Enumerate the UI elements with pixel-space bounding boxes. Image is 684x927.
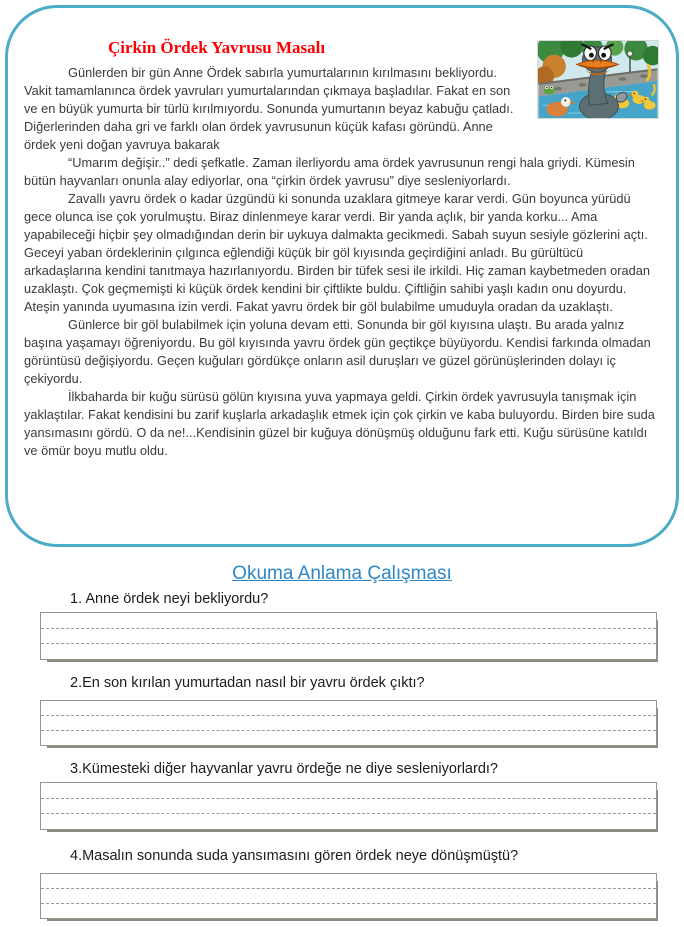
answer-box-3[interactable] (40, 782, 657, 830)
answer-box-4[interactable] (40, 873, 657, 919)
answer-line[interactable] (41, 904, 656, 918)
answer-line[interactable] (41, 613, 656, 629)
answer-line[interactable] (41, 814, 656, 829)
answer-line[interactable] (41, 716, 656, 731)
story-box (5, 5, 679, 547)
duck-pond-illustration (537, 40, 659, 119)
story-paragraph-1: Günlerden bir gün Anne Ördek sabırla yumurtalarının kırılmasını bekliyordu. Vakit tamamlanınca ördek yavruları yumurtalarından çıkmaya başladılar. Fakat en son ve en büyük yumurta bir türlü kırılmıyordu. Sonunda yumurtanın beyaz kabuğu çatladı. Diğerlerinden daha gri ve farklı olan ördek yavrusunun küçük kafası göründü. Anne ördek yeni doğan yavruya bakarak (24, 65, 514, 152)
question-1-label: 1. Anne ördek neyi bekliyordu? (70, 591, 269, 607)
answer-line[interactable] (41, 731, 656, 745)
story-paragraph-4: Günlerce bir göl bulabilmek için yoluna devam etti. Sonunda bir göl kıyısına ulaştı. Bu arada yalnız başına yaşamayı öğreniyordu. Bu göl kıyısında yavru ördek gün geçtikçe büyüyordu. Kendisi farkında olmadan görüntüsü değişiyordu. Geçen kuğuları gördükçe onların asil duruşları ve güzel görünüşlerinden dolayı iç çekiyordu. (24, 317, 651, 386)
answer-line[interactable] (41, 889, 656, 904)
story-paragraph-3: Zavallı yavru ördek o kadar üzgündü ki sonunda uzaklara gitmeye karar verdi. Gün boyunca yürüdü gece olunca ise çok yorulmuştu. Biraz dinlenmeye karar verdi. Bir yanda açlık, bir yanda korku... Ama yapabileceği hiçbir şey olmadığından derin bir uykuya dalmakta gecikmedi. Sabah suyun sesiyle gözlerini açtı. Geceyi yaban ördeklerinin çılgınca eğlendiği küçük bir göl kıyısında geçirdiğini anladı. Bu gürültücü arkadaşlarına kendini tanıtmaya hazırlanıyordu. Birden bir tüfek sesi ile irkildi. Hiç zaman kaybetmeden oradan uzaklaştı. Çok geçmemişti ki küçük ördek kendini bir çiftlikte buldu. Çiftliğin sahibi yaşlı kadın onu doyurdu. Ateşin yanında uyumasına izin verdi. Fakat yavru ördek bir göl bulabilme umuduyla oradan da uzaklaştı. (24, 191, 650, 314)
question-3-label: 3.Kümesteki diğer hayvanlar yavru ördeğe ne diye sesleniyorlardı? (70, 761, 498, 777)
answer-line[interactable] (41, 629, 656, 645)
answer-line[interactable] (41, 783, 656, 799)
answer-line[interactable] (41, 644, 656, 659)
worksheet-heading-row (0, 563, 684, 585)
story-title: Çirkin Ördek Yavrusu Masalı (108, 38, 326, 57)
story-paragraph-5: İlkbaharda bir kuğu sürüsü gölün kıyısına yuva yapmaya geldi. Çirkin ördek yavrusuyla tanışmak için yaklaştılar. Fakat kendisini bu zarif kuşlarla arkadaşlık etmek için çok çirkin ve kaba buluyordu. Birden bire suda yansımasını gördü. O da ne!...Kendisinin güzel bir kuğuya dönüşmüş olduğunu fark etti. Kuğu sürüsüne katıldı ve ömür boyu mutlu oldu. (24, 389, 655, 458)
answer-line[interactable] (41, 799, 656, 815)
question-4-label: 4.Masalın sonunda suda yansımasını gören ördek neye dönüşmüştü? (70, 848, 519, 864)
answer-box-2[interactable] (40, 700, 657, 746)
worksheet-heading: Okuma Anlama Çalışması (232, 563, 452, 584)
answer-box-1[interactable] (40, 612, 657, 660)
answer-line[interactable] (41, 874, 656, 889)
question-2-label: 2.En son kırılan yumurtadan nasıl bir yavru ördek çıktı? (70, 675, 425, 691)
story-paragraph-2: “Umarım değişir..” dedi şefkatle. Zaman ilerliyordu ama ördek yavrusunun rengi hala griydi. Kümesin bütün hayvanları onunla alay ediyorlar, ona “çirkin ördek yavrusu” diye sesleniyorlardı. (24, 155, 635, 188)
answer-line[interactable] (41, 701, 656, 716)
